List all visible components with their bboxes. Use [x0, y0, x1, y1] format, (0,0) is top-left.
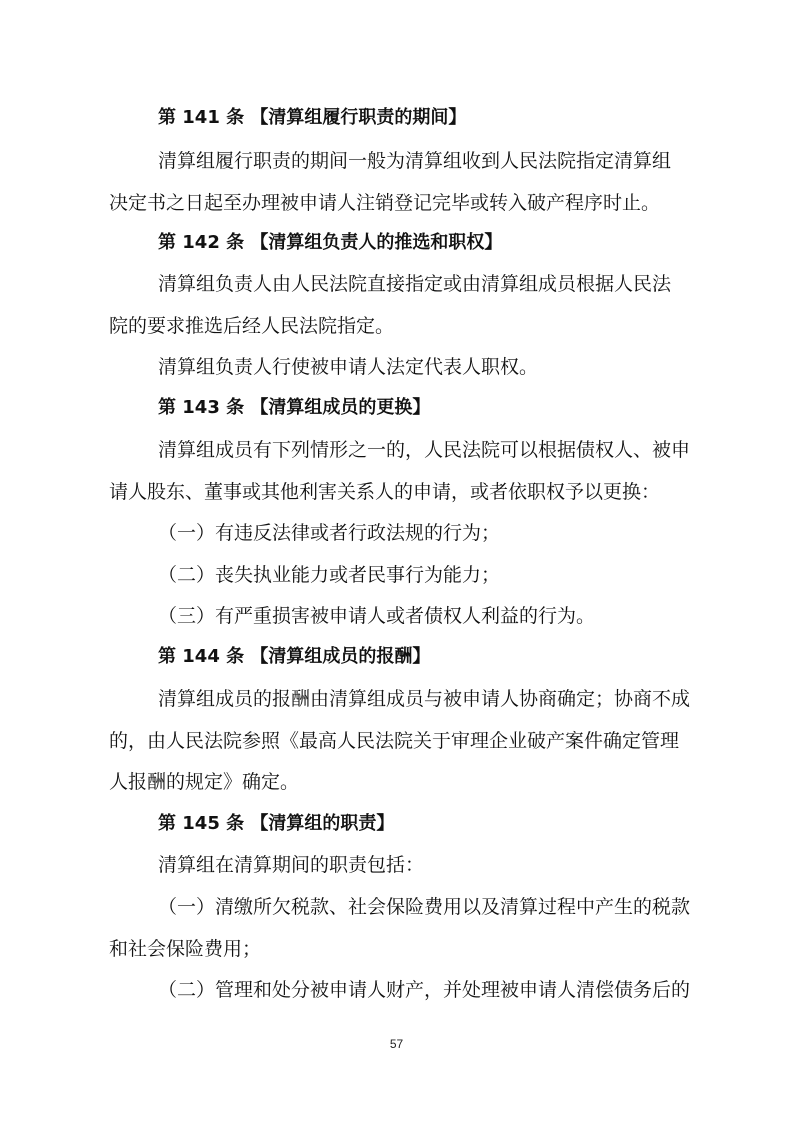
list-item: （一）有违反法律或者行政法规的行为；: [158, 522, 501, 544]
paragraph-line: 清算组负责人由人民法院直接指定或由清算组成员根据人民法: [158, 273, 672, 295]
page-number: 57: [389, 1037, 404, 1051]
paragraph-line: 请人股东、董事或其他利害关系人的申请，或者依职权予以更换：: [109, 481, 661, 503]
list-item: （一）清缴所欠税款、社会保险费用以及清算过程中产生的税款: [158, 896, 691, 918]
article-heading: 第 145 条 【清算组的职责】: [158, 813, 395, 834]
article-heading: 第 144 条 【清算组成员的报酬】: [158, 646, 431, 667]
paragraph-line: 人报酬的规定》确定。: [109, 771, 300, 793]
paragraph-line: 清算组成员有下列情形之一的，人民法院可以根据债权人、被申: [158, 439, 691, 461]
list-item: 和社会保险费用；: [109, 938, 262, 960]
list-item: （三）有严重损害被申请人或者债权人利益的行为。: [158, 605, 596, 627]
paragraph-line: 的，由人民法院参照《最高人民法院关于审理企业破产案件确定管理: [109, 730, 680, 752]
paragraph-line: 清算组履行职责的期间一般为清算组收到人民法院指定清算组: [158, 150, 672, 172]
article-heading: 第 142 条 【清算组负责人的推选和职权】: [158, 232, 503, 253]
list-item: （二）管理和处分被申请人财产，并处理被申请人清偿债务后的: [158, 979, 691, 1001]
list-item: （二）丧失执业能力或者民事行为能力；: [158, 564, 501, 586]
paragraph-line: 清算组在清算期间的职责包括：: [158, 854, 425, 876]
paragraph-line: 院的要求推选后经人民法院指定。: [109, 315, 395, 337]
paragraph-line: 清算组成员的报酬由清算组成员与被申请人协商确定；协商不成: [158, 688, 691, 710]
article-heading: 第 141 条 【清算组履行职责的期间】: [158, 107, 467, 128]
article-heading: 第 143 条 【清算组成员的更换】: [158, 397, 431, 418]
paragraph-line: 清算组负责人行使被申请人法定代表人职权。: [158, 356, 539, 378]
paragraph-line: 决定书之日起至办理被申请人注销登记完毕或转入破产程序时止。: [109, 192, 661, 214]
